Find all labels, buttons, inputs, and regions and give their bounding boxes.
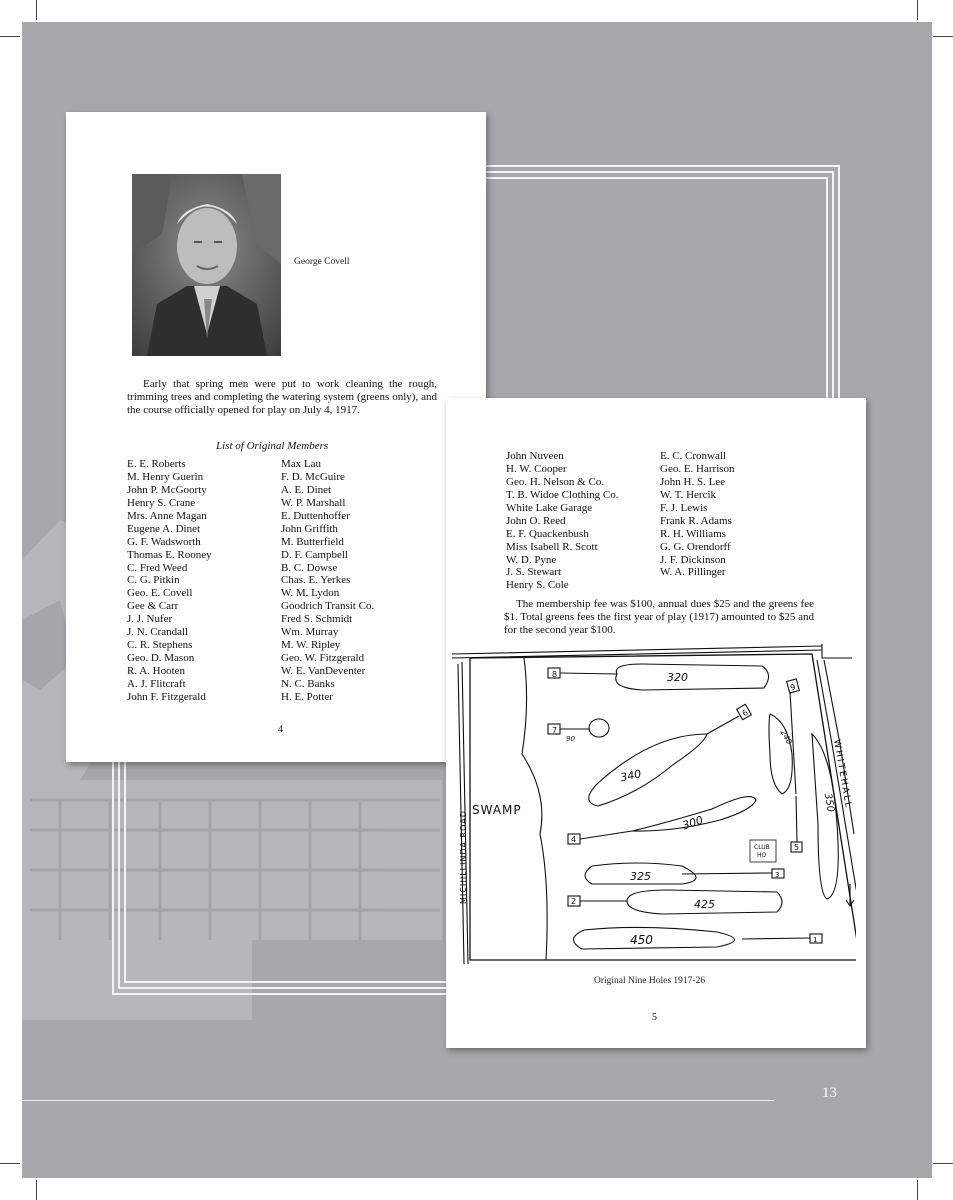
member-name: F. D. McGuire bbox=[281, 470, 345, 483]
member-name: Eugene A. Dinet bbox=[127, 522, 201, 535]
member-name: Thomas E. Rooney bbox=[127, 548, 212, 561]
member-name: Geo. H. Nelson & Co. bbox=[506, 475, 605, 488]
member-name: Fred S. Schmidt bbox=[281, 613, 353, 626]
member-name: A. E. Dinet bbox=[281, 483, 332, 496]
hole-number-1: 1 bbox=[813, 936, 818, 944]
member-name: C. Fred Weed bbox=[127, 561, 188, 574]
member-name: Henry S. Cole bbox=[506, 579, 569, 592]
member-name: Miss Isabell R. Scott bbox=[506, 540, 598, 553]
member-name: N. C. Banks bbox=[281, 677, 335, 690]
member-name: G. F. Wadsworth bbox=[127, 535, 201, 548]
member-name: E. E. Roberts bbox=[127, 458, 186, 470]
hole-yardage-9: 240 bbox=[778, 728, 794, 747]
member-name: John P. McGoorty bbox=[127, 483, 207, 496]
member-list-column-2 bbox=[281, 458, 374, 704]
member-name: J. F. Dickinson bbox=[660, 553, 726, 566]
member-name: John O. Reed bbox=[506, 514, 566, 527]
hole-number-5: 5 bbox=[794, 843, 800, 852]
member-name: W. M. Lydon bbox=[281, 587, 340, 600]
member-name: C. G. Pitkin bbox=[127, 574, 180, 587]
hole-number-7: 7 bbox=[552, 726, 558, 735]
map-caption: Original Nine Holes 1917-26 bbox=[594, 976, 706, 986]
member-name: John Nuveen bbox=[506, 450, 564, 462]
member-name: R. H. Williams bbox=[660, 527, 726, 540]
member-name: W. E. VanDeventer bbox=[281, 665, 366, 677]
book-page-right bbox=[446, 398, 866, 1048]
map-label-club1: CLUB bbox=[754, 844, 770, 851]
member-name: E. C. Cronwall bbox=[660, 450, 726, 462]
member-name: R. A. Hooten bbox=[127, 665, 186, 677]
member-name: G. G. Orendorff bbox=[660, 540, 731, 553]
member-name: Goodrich Transit Co. bbox=[281, 600, 375, 613]
hole-yardage-4: 300 bbox=[680, 813, 705, 833]
member-name: M. Henry Guerin bbox=[127, 470, 204, 483]
member-name: Mrs. Anne Magan bbox=[127, 509, 207, 522]
member-name: W. P. Marshall bbox=[281, 496, 346, 509]
portrait-photo bbox=[132, 174, 281, 356]
hole-number-3: 3 bbox=[775, 871, 780, 879]
member-name: F. J. Lewis bbox=[660, 501, 708, 514]
member-name: E. Duttenhoffer bbox=[281, 509, 350, 522]
member-name: Geo. E. Covell bbox=[127, 587, 193, 600]
hole-yardage-7: 90 bbox=[566, 735, 575, 743]
member-name: Gee & Carr bbox=[127, 600, 179, 613]
folio-number: 13 bbox=[822, 1085, 837, 1101]
page-number-left: 4 bbox=[278, 724, 283, 735]
member-name: M. Butterfield bbox=[281, 535, 344, 548]
hole-yardage-6: 340 bbox=[619, 767, 643, 785]
map-label-road-right: WHITEHALL bbox=[831, 738, 854, 810]
member-list-column-1 bbox=[506, 450, 619, 592]
hole-number-4: 4 bbox=[571, 835, 577, 844]
hole-yardage-3: 325 bbox=[630, 870, 651, 883]
member-name: John F. Fitzgerald bbox=[127, 690, 206, 703]
member-name: J. S. Stewart bbox=[506, 566, 561, 579]
member-name: H. W. Cooper bbox=[506, 462, 567, 475]
member-name: H. E. Potter bbox=[281, 690, 333, 703]
member-name: Henry S. Crane bbox=[127, 496, 196, 509]
member-name: C. R. Stephens bbox=[127, 639, 193, 652]
hole-number-8: 8 bbox=[552, 670, 558, 679]
map-label-road-left: MICHILLINDA ROAD bbox=[459, 810, 468, 904]
member-name: Chas. E. Yerkes bbox=[281, 574, 351, 587]
hole-yardage-5: 350 bbox=[821, 792, 836, 814]
member-name: J. N. Crandall bbox=[127, 626, 189, 639]
member-name: Max Lau bbox=[281, 458, 322, 470]
member-name: Geo. E. Harrison bbox=[660, 462, 735, 475]
member-name: Wm. Murray bbox=[281, 626, 339, 639]
member-name: John H. S. Lee bbox=[660, 475, 726, 488]
member-name: E. F. Quackenbush bbox=[506, 527, 589, 540]
photo-caption: George Covell bbox=[294, 257, 350, 267]
footer-rule bbox=[22, 1100, 774, 1101]
member-name: B. C. Dowse bbox=[281, 561, 338, 574]
hole-yardage-8: 320 bbox=[667, 671, 688, 684]
member-name: Frank R. Adams bbox=[660, 514, 732, 527]
intro-paragraph: Early that spring men were put to work cleaning the rough, trimming trees and completing the watering system (greens only), and the course officially opened for play on July 4, 1917. bbox=[127, 378, 437, 416]
hole-yardage-1: 450 bbox=[630, 933, 653, 947]
member-name: W. D. Pyne bbox=[506, 553, 557, 566]
member-name: John Griffith bbox=[281, 522, 338, 535]
member-name: J. J. Nufer bbox=[127, 613, 173, 626]
member-name: W. T. Hercik bbox=[660, 488, 717, 501]
member-name: White Lake Garage bbox=[506, 501, 593, 514]
member-name: Geo. D. Mason bbox=[127, 652, 195, 665]
member-list-title: List of Original Members bbox=[216, 440, 329, 452]
fee-paragraph: The membership fee was $100, annual dues $25 and the greens fee $1. Total greens fees the first year of play (1917) amounted to $25 and for the second year $100. bbox=[504, 598, 814, 636]
member-name: D. F. Campbell bbox=[281, 548, 348, 561]
member-list-column-1 bbox=[127, 458, 212, 704]
member-name: T. B. Widoe Clothing Co. bbox=[506, 488, 619, 501]
book-page-left bbox=[66, 112, 486, 762]
member-name: Geo. W. Fitzgerald bbox=[281, 652, 365, 665]
map-label-swamp: SWAMP bbox=[472, 803, 522, 817]
member-list-column-2 bbox=[660, 450, 735, 579]
hole-number-2: 2 bbox=[571, 897, 577, 906]
hole-number-9: 9 bbox=[789, 682, 797, 693]
member-name: M. W. Ripley bbox=[281, 639, 341, 652]
member-name: W. A. Pillinger bbox=[660, 566, 726, 579]
hole-yardage-2: 425 bbox=[694, 898, 715, 911]
hole-number-6: 6 bbox=[740, 707, 750, 719]
member-name: A. J. Flitcraft bbox=[127, 677, 186, 690]
page-number-right: 5 bbox=[652, 1012, 657, 1023]
course-map bbox=[452, 644, 856, 964]
map-label-club2: HO bbox=[757, 852, 767, 859]
